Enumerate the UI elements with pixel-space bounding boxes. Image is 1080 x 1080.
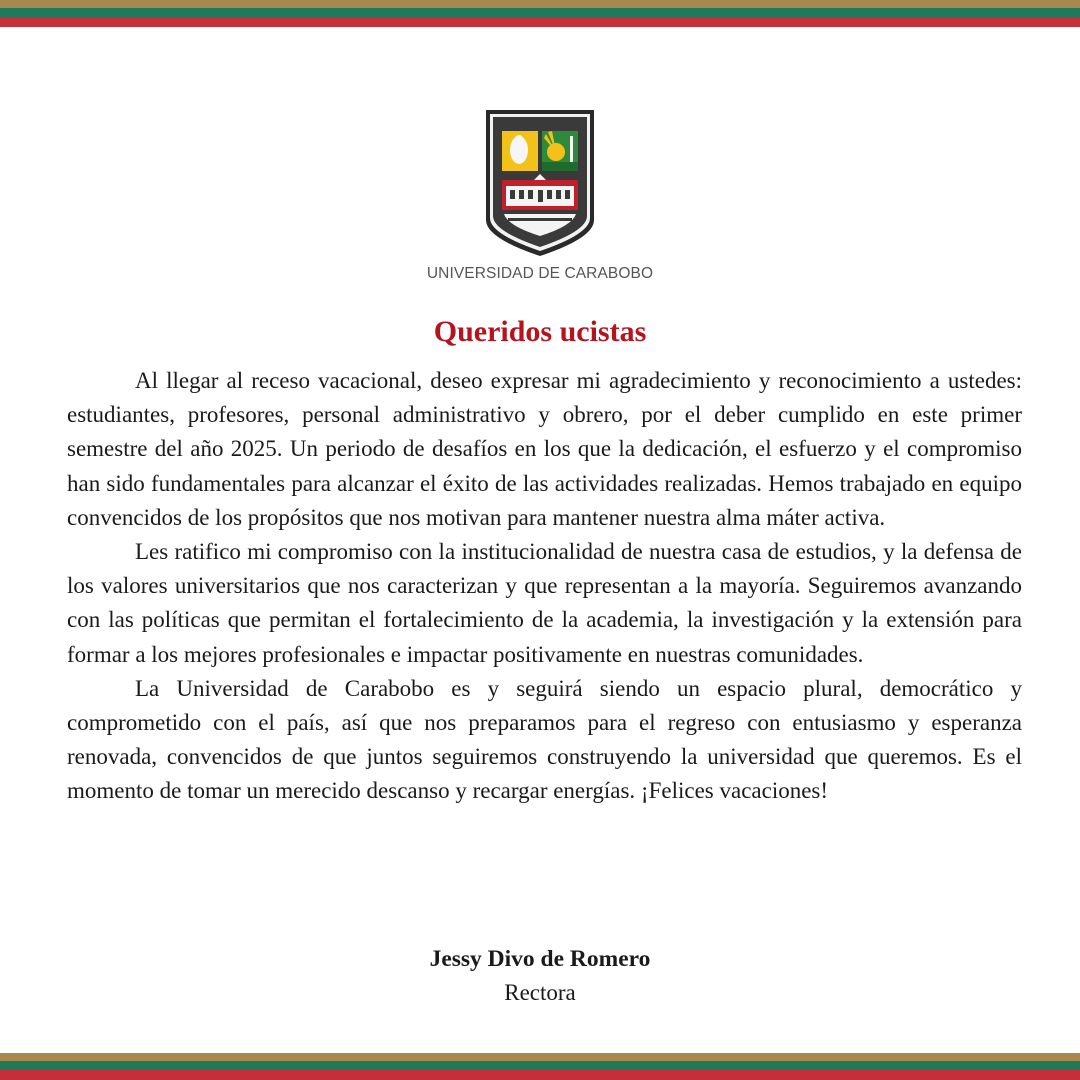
signature-block: [0, 942, 1080, 1010]
signer-title: Rectora: [504, 980, 576, 1005]
university-name: UNIVERSIDAD DE CARABOBO: [426, 265, 654, 282]
university-logo: [0, 108, 1080, 283]
letter-body: [67, 364, 1022, 809]
university-crest-icon: [484, 108, 596, 258]
top-color-stripes: [0, 0, 1080, 27]
letter-paragraph-2: Les ratifico mi compromiso con la institucionalidad de nuestra casa de estudios, y la defensa de los valores universitarios que nos caracterizan y que representan a la mayoría. Seguiremos avanzando con las políticas que permitan el fortalecimiento de la academia, la investigación y la extensión para formar a los mejores profesionales e impactar positivamente en nuestras comunidades.: [67, 539, 1022, 667]
letter-greeting: Queridos ucistas: [433, 315, 647, 348]
bottom-color-stripes: [0, 1049, 1080, 1080]
letter-paragraph-1: Al llegar al receso vacacional, deseo expresar mi agradecimiento y reconocimiento a ustedes: estudiantes, profesores, personal administrativo y obrero, por el deber cumplido en este primer semestre del año 2025. Un periodo de desafíos en los que la dedicación, el esfuerzo y el compromiso han sido fundamentales para alcanzar el éxito de las actividades realizadas. Hemos trabajado en equipo convencidos de los propósitos que nos motivan para mantener nuestra alma máter activa.: [67, 368, 1022, 530]
letter-paragraph-3: La Universidad de Carabobo es y seguirá siendo un espacio plural, democrático y comprometido con el país, así que nos preparamos para el regreso con entusiasmo y esperanza renovada, convencidos de que juntos seguiremos construyendo la universidad que queremos. Es el momento de tomar un merecido descanso y recargar energías. ¡Felices vacaciones!: [67, 675, 1022, 804]
signer-name: Jessy Divo de Romero: [429, 946, 651, 972]
